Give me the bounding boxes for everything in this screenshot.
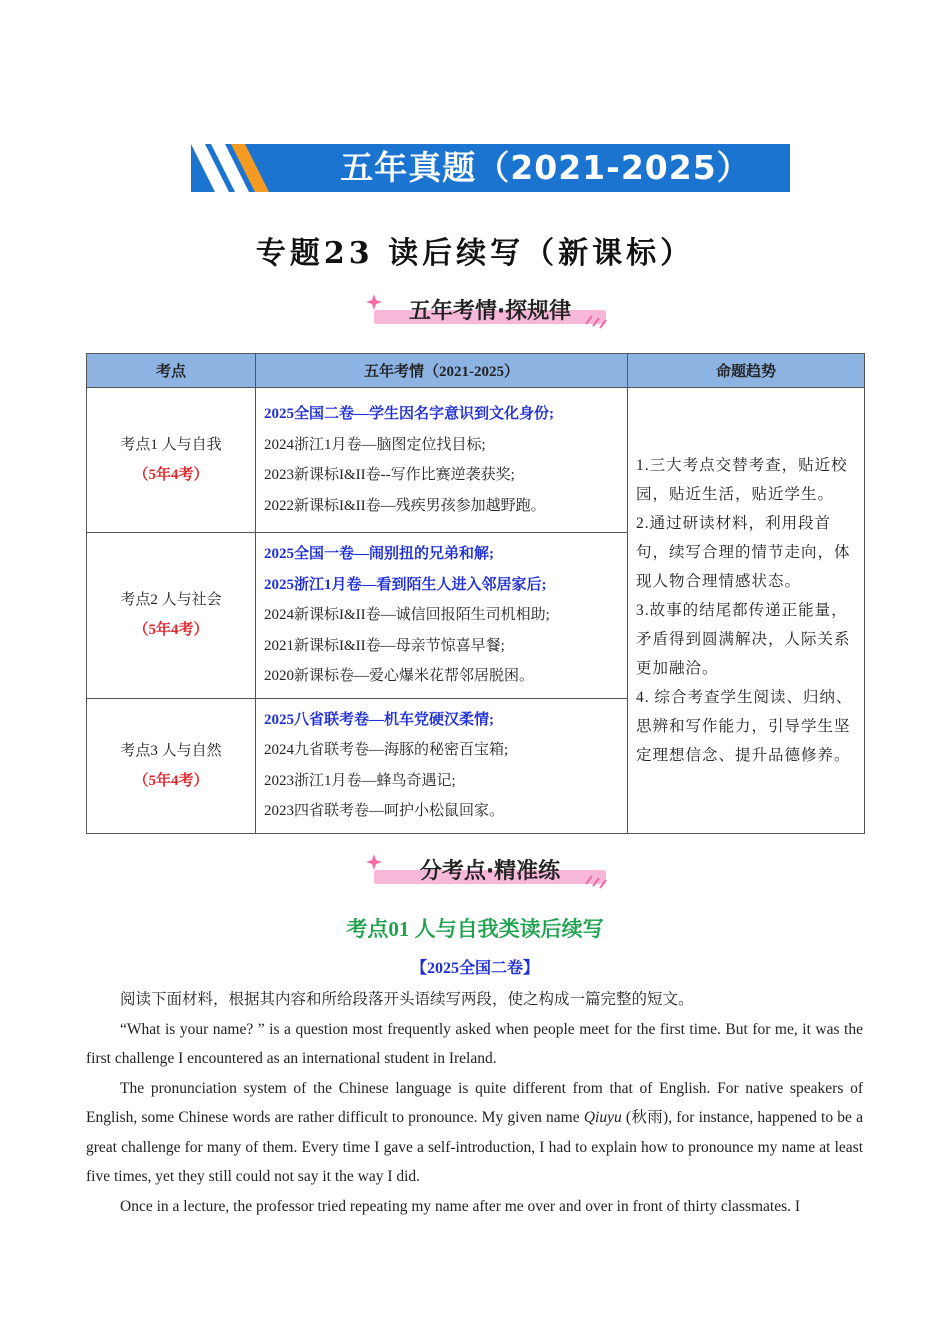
topic-name: 考点2 人与社会 [120,592,222,609]
trend-cell [628,388,865,834]
history-cell [256,698,628,833]
header-history: 五年考情（2021-2025） [256,354,628,388]
table-header-row [87,354,865,388]
topic-name: 考点1 人与自我 [120,437,222,453]
trend-point: 2.通过研读材料，利用段首句，续写合理的情节走向，体现人物合理情感状态。 [636,514,851,590]
header-trend: 命题趋势 [628,354,865,388]
passage-paragraph: Once in a lecture, the professor tried repeating my name after me over and over in front of thirty classmates. I [120,1197,801,1215]
topic-count: （5年4考） [133,467,209,483]
subsection-heading: 考点01 人与自我类读后续写 [346,917,604,941]
topic-cell [87,388,256,533]
topic-count: （5年4考） [133,772,209,789]
history-cell [256,388,628,533]
section-tag-practice [360,852,620,896]
history-item: 2025八省联考卷—机车党硬汉柔情; [264,711,494,728]
history-item: 2023四省联考卷—呵护小松鼠回家。 [264,803,505,819]
title-banner [191,144,790,192]
history-item: 2025全国一卷—闹别扭的兄弟和解; [264,546,494,562]
exam-trend-table [86,353,865,834]
passage-paragraph: “What is your name? ” is a question most frequently asked when people meet for the first time. But for me, it was the first challenge I encountered as an international student in Ireland. [86,1020,863,1067]
trend-point: 3.故事的结尾都传递正能量，矛盾得到圆满解决，人际关系更加融洽。 [636,601,851,677]
topic-count: （5年4考） [133,622,209,639]
history-cell [256,533,628,699]
section-tag-label: 分考点·精准练 [419,859,561,884]
history-item: 2024九省联考卷—海豚的秘密百宝箱; [264,742,509,758]
source-label: 【2025全国二卷】 [410,960,539,977]
passage-text: (秋雨), for instance, happened to be a great challenge for many of them. Every time I gave a self-introduction, I had to explain how to pronounce my name at least five times, yet they still could not say it the way I did. [86,1109,863,1185]
trend-point: 1.三大考点交替考查，贴近校园，贴近生活，贴近学生。 [636,456,848,503]
topic-cell [87,698,256,833]
history-item: 2024浙江1月卷—脑图定位找目标; [264,436,486,453]
passage-text: The pronunciation system of the Chinese language is quite different from that of English. For native speakers of English, some Chinese words are rather difficult to pronounce. My given name [86,1079,863,1126]
section-tag-trends [360,292,620,336]
table-row [87,388,865,533]
section-tag-label: 五年考情·探规律 [408,299,572,324]
topic-cell [87,533,256,699]
history-item: 2024新课标I&II卷—诚信回报陌生司机相助; [264,607,550,623]
reading-passage [86,985,863,1221]
passage-paragraph [86,1074,863,1192]
banner-stripes-icon [191,144,301,192]
header-topic: 考点 [87,354,256,388]
topic-name: 考点3 人与自然 [120,742,222,759]
history-item: 2025全国二卷—学生因名字意识到文化身份; [264,406,554,422]
history-item: 2025浙江1月卷—看到陌生人进入邻居家后; [264,576,547,593]
banner-title: 五年真题（2021-2025） [340,148,751,187]
history-item: 2021新课标I&II卷—母亲节惊喜早餐; [264,637,505,654]
history-item: 2020新课标卷—爱心爆米花帮邻居脱困。 [264,668,535,684]
history-item: 2022新课标I&II卷—残疾男孩参加越野跑。 [264,497,546,514]
history-item: 2023新课标I&II卷--写作比赛逆袭获奖; [264,467,515,483]
trend-point: 4. 综合考查学生阅读、归纳、思辨和写作能力，引导学生坚定理想信念、提升品德修养。 [636,688,853,764]
passage-name: Qiuyu [583,1109,622,1126]
document-title: 专题23 读后续写（新课标） [255,236,695,271]
history-item: 2023浙江1月卷—蜂鸟奇遇记; [264,772,456,789]
passage-instruction: 阅读下面材料，根据其内容和所给段落开头语续写两段，使之构成一篇完整的短文。 [120,991,694,1008]
